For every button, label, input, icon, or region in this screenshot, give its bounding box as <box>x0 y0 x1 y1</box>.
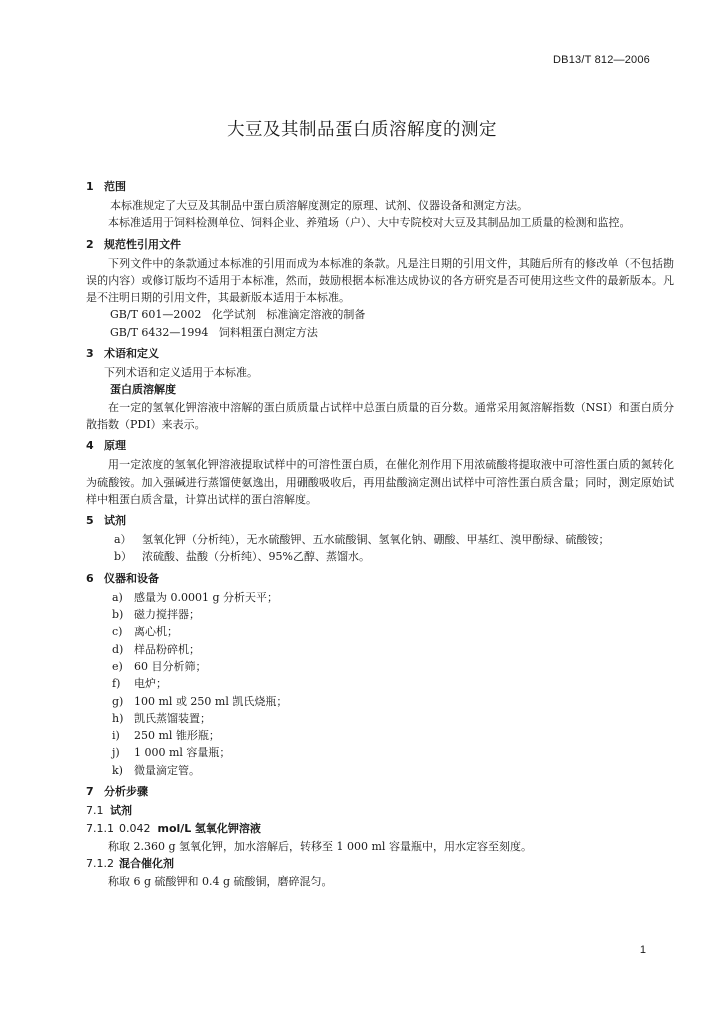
section-number: 3 <box>86 347 94 361</box>
section-title: 试剂 <box>104 514 126 528</box>
list-item-text: 凯氏蒸馏装置； <box>134 711 211 725</box>
section-number: 7.1 <box>86 804 104 818</box>
section-title: 原理 <box>104 439 126 453</box>
subsection-7-1-1-heading <box>86 820 674 837</box>
list-marker: f) <box>112 677 121 691</box>
section-6-heading <box>86 570 674 587</box>
section-7-heading <box>86 783 674 800</box>
list-item-text: 250 ml 锥形瓶； <box>134 729 220 743</box>
subsection-7-1-heading <box>86 802 674 819</box>
section-2-heading <box>86 236 674 253</box>
section-number: 7.1.2 <box>86 857 114 871</box>
list-item <box>112 693 674 710</box>
concentration-value: 0.042 <box>119 822 151 836</box>
list-item <box>114 531 674 548</box>
section-title: 规范性引用文件 <box>104 237 181 251</box>
list-item-text: 氢氧化钾（分析纯），无水硫酸钾、五水硫酸铜、氢氧化钠、硼酸、甲基红、溴甲酚绿、硫酸铵； <box>142 533 610 547</box>
list-marker: e) <box>112 659 123 673</box>
list-item <box>112 606 674 623</box>
list-item-text: 100 ml 或 250 ml 凯氏烧瓶； <box>134 694 288 708</box>
list-item <box>112 710 674 727</box>
paragraph: 本标准适用于饲料检测单位、饲料企业、养殖场（户）、大中专院校对大豆及其制品加工质量的检测和监控。 <box>108 216 631 230</box>
list-marker: g) <box>112 694 124 708</box>
paragraph: 下列术语和定义适用于本标准。 <box>104 366 258 380</box>
list-marker: c) <box>112 625 123 639</box>
section-number: 7.1.1 <box>86 822 114 836</box>
term-name: 蛋白质溶解度 <box>110 383 176 397</box>
paragraph: 用一定浓度的氢氧化钾溶液提取试样中的可溶性蛋白质，在催化剂作用下用浓硫酸将提取液中可溶性蛋白质的氮转化为硫酸铵。加入强碱进行蒸馏使氨逸出，用硼酸吸收后，再用盐酸滴定测出试样中可溶性蛋白质含量；同时，测定原始试样中粗蛋白质含量，计算出试样的蛋白溶解度。 <box>86 458 674 506</box>
list-item-text: 浓硫酸、盐酸（分析纯）、95%乙醇、蒸馏水。 <box>142 550 370 564</box>
list-marker: i) <box>112 729 120 743</box>
section-number: 2 <box>86 237 94 251</box>
list-item <box>112 641 674 658</box>
section-title: 混合催化剂 <box>119 857 174 871</box>
list-item-text: 感量为 0.0001 g 分析天平； <box>134 590 279 604</box>
section-number: 6 <box>86 571 94 585</box>
list-item-text: 微量滴定管。 <box>134 763 200 777</box>
list-item-text: 磁力搅拌器； <box>134 608 200 622</box>
list-marker: b） <box>114 550 133 564</box>
list-item <box>112 762 674 779</box>
section-title: 分析步骤 <box>104 785 148 799</box>
equipment-list <box>112 589 674 779</box>
list-item <box>112 675 674 692</box>
list-marker: j) <box>112 746 120 760</box>
section-title: 范围 <box>104 180 126 193</box>
paragraph: 本标准规定了大豆及其制品中蛋白质溶解度测定的原理、试剂、仪器设备和测定方法。 <box>110 199 528 212</box>
doc-code: DB13/T 812—2006 <box>553 54 650 66</box>
list-marker: h) <box>112 711 124 725</box>
section-3-heading <box>86 345 674 362</box>
section-title: 术语和定义 <box>104 347 159 361</box>
paragraph: 称取 6 g 硫酸钾和 0.4 g 硫酸铜，磨碎混匀。 <box>108 875 333 889</box>
section-1-heading <box>86 178 674 195</box>
list-item-text: 离心机； <box>134 625 178 639</box>
section-number: 4 <box>86 439 94 453</box>
page-number: 1 <box>639 944 646 956</box>
list-marker: d) <box>112 642 124 656</box>
list-marker: a） <box>114 533 132 547</box>
list-item <box>112 744 674 761</box>
document-body <box>88 178 674 891</box>
section-title: 试剂 <box>110 804 132 818</box>
normative-reference: GB/T 601—2002 化学试剂 标准滴定溶液的制备 <box>110 308 366 322</box>
list-marker: a) <box>112 590 123 604</box>
list-item <box>112 589 674 606</box>
document-title: 大豆及其制品蛋白质溶解度的测定 <box>227 120 497 140</box>
reagent-list <box>114 531 674 566</box>
list-item <box>112 658 674 675</box>
paragraph: 下列文件中的条款通过本标准的引用而成为本标准的条款。凡是注日期的引用文件，其随后所有的修改单（不包括勘误的内容）或修订版均不适用于本标准，然而，鼓励根据本标准达成协议的各方研究是否可使用这些文件的最新版本。凡是不注明日期的引用文件，其最新版本适用于本标准。 <box>86 256 674 305</box>
list-item <box>112 623 674 640</box>
list-item-text: 样品粉碎机； <box>134 642 200 656</box>
section-number: 7 <box>86 785 94 799</box>
normative-reference: GB/T 6432—1994 饲料粗蛋白测定方法 <box>110 325 318 339</box>
concentration-unit: mol/L <box>157 822 192 836</box>
list-item <box>112 727 674 744</box>
list-item <box>114 548 674 565</box>
section-number: 5 <box>86 514 94 528</box>
section-4-heading <box>86 437 674 454</box>
list-marker: k) <box>112 763 123 777</box>
section-title: 仪器和设备 <box>104 571 159 585</box>
paragraph: 称取 2.360 g 氢氧化钾，加水溶解后，转移至 1 000 ml 容量瓶中，用水定容至刻度。 <box>108 840 532 854</box>
subsection-7-1-2-heading <box>86 855 674 872</box>
list-item-text: 电炉； <box>134 677 167 691</box>
section-number: 1 <box>86 180 94 193</box>
list-marker: b) <box>112 608 124 622</box>
term-definition: 在一定的氢氧化钾溶液中溶解的蛋白质质量占试样中总蛋白质量的百分数。通常采用氮溶解指数（NSI）和蛋白质分散指数（PDI）来表示。 <box>86 400 674 431</box>
list-item-text: 1 000 ml 容量瓶； <box>134 746 231 760</box>
section-5-heading <box>86 512 674 529</box>
section-title: 氢氧化钾溶液 <box>194 822 261 836</box>
list-item-text: 60 目分析筛； <box>134 659 207 673</box>
